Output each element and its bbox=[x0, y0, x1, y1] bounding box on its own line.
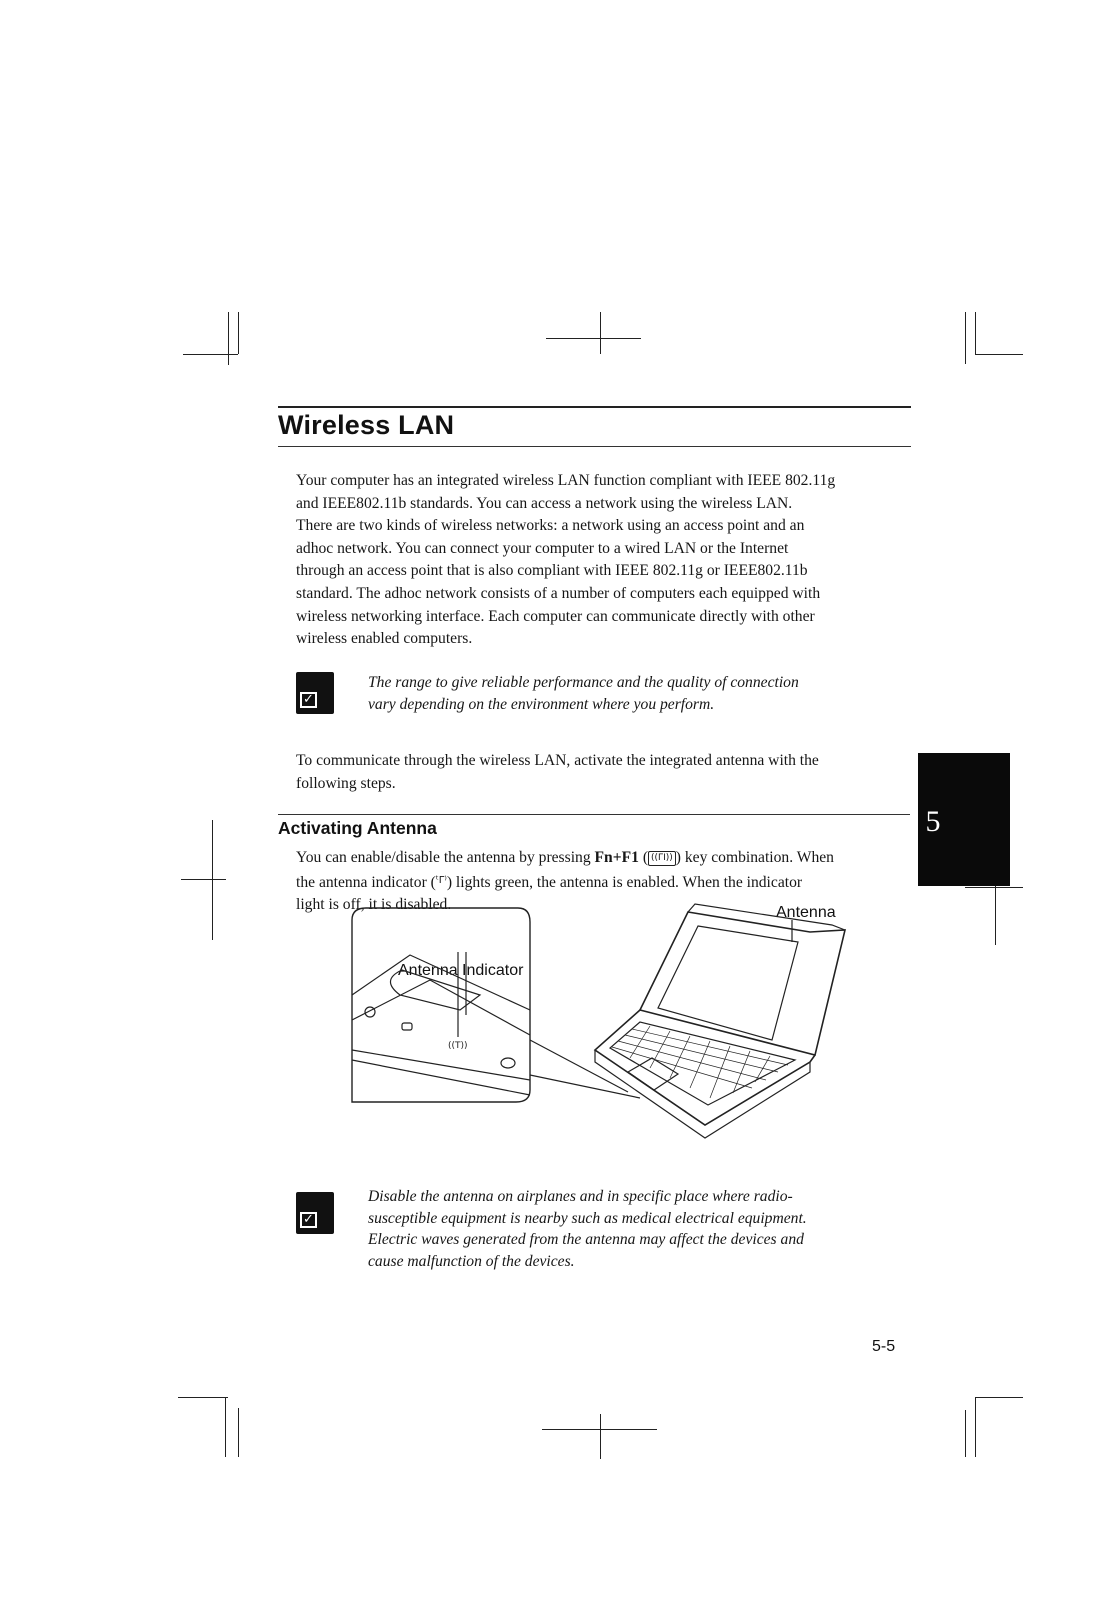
section-rule bbox=[278, 814, 910, 815]
intro-line: adhoc network. You can connect your computer to a wired LAN or the Internet bbox=[296, 539, 789, 557]
intro-line: and IEEE802.11b standards. You can access a network using the wireless LAN. bbox=[296, 494, 793, 512]
intro-paragraph bbox=[296, 470, 911, 651]
key-combination: Fn+F1 bbox=[594, 849, 639, 866]
antenna-indicator-icon: ᵗΓ⁾ bbox=[435, 874, 447, 886]
title-rule-top bbox=[278, 406, 911, 408]
activate-line: following steps. bbox=[296, 774, 396, 792]
figure-label-antenna: Antenna bbox=[776, 904, 836, 921]
svg-text:((T)): ((T)) bbox=[448, 1041, 468, 1051]
note-line: cause malfunction of the devices. bbox=[368, 1252, 575, 1270]
title-rule-bottom bbox=[278, 446, 911, 447]
note-warning-icon: ✓ bbox=[296, 1192, 334, 1234]
page-number: 5-5 bbox=[872, 1338, 896, 1355]
chapter-tab-number: 5 bbox=[925, 805, 941, 838]
note-airplane bbox=[368, 1186, 868, 1272]
note-line: Disable the antenna on airplanes and in specific place where radio- bbox=[368, 1188, 793, 1205]
section-heading: Activating Antenna bbox=[278, 818, 437, 838]
note-line: vary depending on the environment where you perform. bbox=[368, 695, 715, 713]
intro-line: wireless networking interface. Each computer can communicate directly with other bbox=[296, 607, 815, 625]
figure-label-antenna-indicator: Antenna Indicator bbox=[398, 962, 524, 979]
activate-line: To communicate through the wireless LAN, activate the integrated antenna with the bbox=[296, 752, 819, 769]
note-line: The range to give reliable performance and the quality of connection bbox=[368, 674, 799, 691]
wireless-key-icon: ((ΓΙ)) bbox=[648, 851, 676, 866]
note-line: Electric waves generated from the antenna may affect the devices and bbox=[368, 1231, 804, 1248]
intro-line: standard. The adhoc network consists of a number of computers each equipped with bbox=[296, 584, 821, 602]
activate-paragraph bbox=[296, 750, 911, 795]
intro-line: There are two kinds of wireless networks: a network using an access point and an bbox=[296, 517, 805, 535]
laptop-illustration bbox=[340, 900, 870, 1170]
page-title: Wireless LAN bbox=[278, 410, 455, 440]
note-check-icon: ✓ bbox=[296, 672, 334, 714]
section-line-3: light is off, it is disabled. bbox=[296, 896, 452, 914]
note-range bbox=[368, 672, 868, 715]
intro-line: wireless enabled computers. bbox=[296, 630, 473, 648]
section-line-2: the antenna indicator ($^{ᵗ\Gamma^)}$) lights green, the antenna is enabled. When the indicator bbox=[296, 873, 803, 891]
note-line: susceptible equipment is nearby such as medical electrical equipment. bbox=[368, 1209, 807, 1227]
intro-line: through an access point that is also compliant with IEEE 802.11g or IEEE802.11b bbox=[296, 562, 808, 580]
section-line-1: You can enable/disable the antenna by pressing Fn+F1 ( ((ΓΙ)) ) key combination. When bbox=[296, 849, 834, 866]
intro-line: Your computer has an integrated wireless LAN function compliant with IEEE 802.11g bbox=[296, 472, 836, 489]
